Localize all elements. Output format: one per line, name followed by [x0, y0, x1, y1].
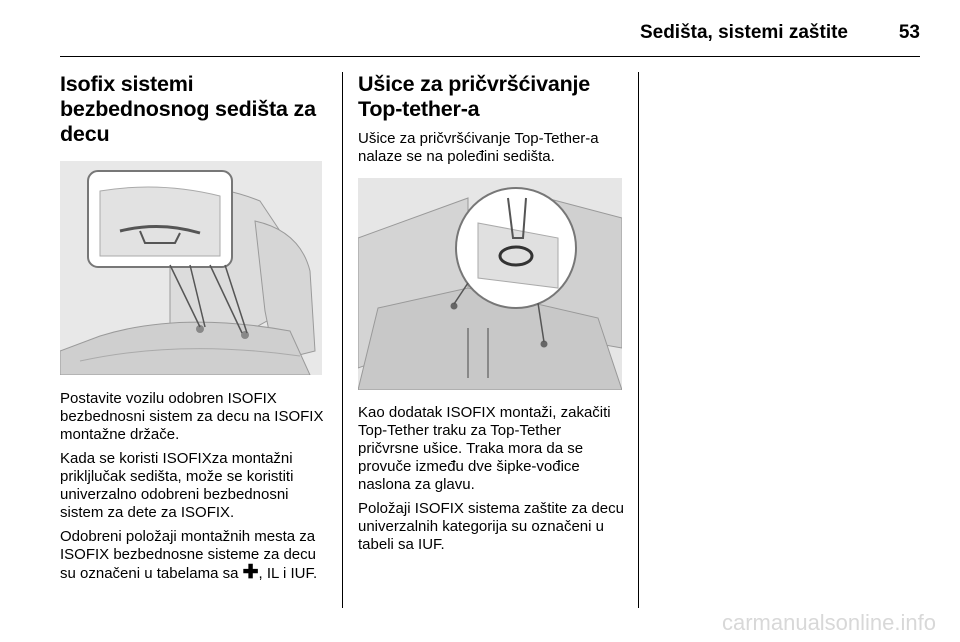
right-column	[358, 72, 626, 554]
top-tether-paragraph-2: Položaji ISOFIX sistema zaštite za decu univerzalnih kategorija su označeni u tabeli sa IUF.	[358, 500, 624, 553]
section-title: Sedišta, sistemi zaštite	[639, 22, 848, 43]
column-divider	[342, 72, 343, 608]
top-tether-intro: Ušice za pričvršćivanje Top-Tether-a nalaze se na poleđini sedišta.	[358, 130, 599, 165]
isofix-paragraph-3	[60, 528, 328, 583]
top-tether-paragraph-1: Kao dodatak ISOFIX montaži, zakačiti Top-Tether traku za Top-Tether pričvrsne ušice. Traka mora da se provuče između dve šipke-vođice naslona za glavu.	[358, 404, 611, 493]
top-tether-seat-drawing	[358, 178, 622, 390]
left-column	[60, 72, 328, 583]
isofix-paragraph-2: Kada se koristi ISOFIXza montažni prikljlučak sedišta, može se koristiti univerzalno odobreni bezbednosni sistem za dete za ISOFIX.	[60, 450, 294, 521]
isofix-heading: Isofix sistemi bezbednosnog sedišta za decu	[60, 72, 316, 146]
isofix-seat-drawing	[60, 161, 322, 375]
isofix-paragraph-3-text: Odobreni položaji montažnih mesta za ISOFIX bezbednosne sisteme za decu su označeni u tabelama sa	[60, 528, 316, 582]
footer-watermark: carmanualsonline.info	[721, 610, 936, 635]
page-header	[60, 14, 920, 57]
page-number: 53	[898, 22, 920, 43]
column-divider-right	[638, 72, 639, 608]
plus-symbol-icon: ✚	[242, 562, 259, 583]
top-tether-heading: Ušice za pričvršćivanje Top-tether-a	[358, 72, 591, 121]
isofix-paragraph-3-end: , IL i IUF.	[258, 565, 318, 582]
top-tether-illustration	[358, 178, 622, 390]
isofix-paragraph-1: Postavite vozilu odobren ISOFIX bezbednosni sistem za decu na ISOFIX montažne držače.	[60, 390, 324, 443]
isofix-illustration	[60, 161, 322, 375]
